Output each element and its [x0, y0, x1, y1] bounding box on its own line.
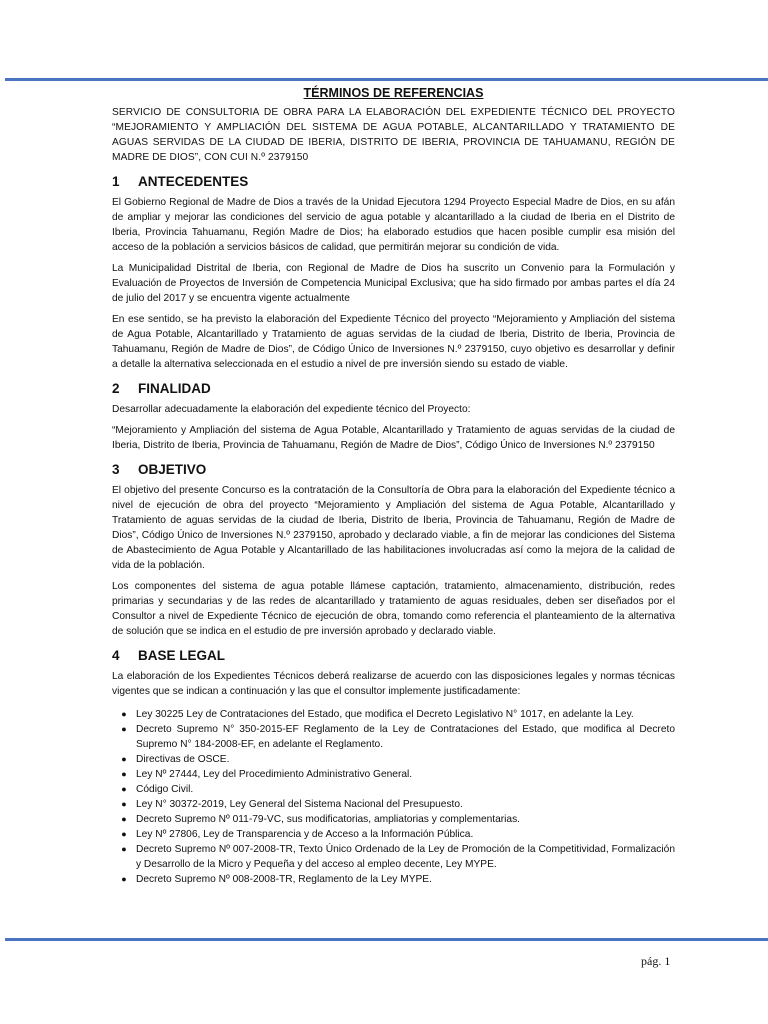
- paragraph: La Municipalidad Distrital de Iberia, con Regional de Madre de Dios ha suscrito un Convenio para la Formulación y Evaluación de Proyectos de Inversión de Competencia Municipal Exclusiva; que ha sido firmado por ambas partes el día 24 de julio del 2017 y se encuentra vigente actualmente: [112, 263, 675, 304]
- legal-basis-list: [112, 707, 675, 887]
- header-rule: [5, 78, 768, 81]
- bullet-icon: ●: [121, 814, 127, 824]
- list-item: ● Ley N° 30372-2019, Ley General del Sistema Nacional del Presupuesto.: [112, 797, 675, 812]
- list-item: ● Decreto Supremo N° 350-2015-EF Reglamento de la Ley de Contrataciones del Estado, que modifica al Decreto Supremo N° 184-2008-EF, en adelante el Reglamento.: [112, 722, 675, 752]
- list-item: ● Directivas de OSCE.: [112, 752, 675, 767]
- bullet-icon: ●: [121, 799, 127, 809]
- page-number: pág. 1: [641, 954, 671, 968]
- paragraph: Los componentes del sistema de agua potable llámese captación, tratamiento, almacenamiento, distribución, redes primarias y secundarias y de las redes de alcantarillado y tratamiento de aguas residuales, deben ser diseñados por el Consultor a nivel de Expediente Técnico de ejecución de obra, tomando como referencia el planteamiento de la alternativa de solución que se indica en el estudio de pre inversión aprobado y declarado viable.: [112, 581, 675, 637]
- section-title: OBJETIVO: [138, 462, 207, 477]
- document-title: TÉRMINOS DE REFERENCIAS: [303, 86, 484, 100]
- section-title: BASE LEGAL: [138, 648, 226, 663]
- bullet-icon: ●: [121, 829, 127, 839]
- bullet-icon: ●: [121, 709, 127, 719]
- section-heading-antecedentes: [112, 173, 675, 191]
- list-item: ● Ley Nº 27444, Ley del Procedimiento Administrativo General.: [112, 767, 675, 782]
- document-body: [112, 86, 675, 887]
- bullet-icon: ●: [121, 754, 127, 764]
- section-heading-finalidad: [112, 380, 675, 398]
- bullet-icon: ●: [121, 874, 127, 884]
- document-subtitle: SERVICIO DE CONSULTORIA DE OBRA PARA LA ELABORACIÓN DEL EXPEDIENTE TÉCNICO DEL PROYECTO “MEJORAMIENTO Y AMPLIACIÓN DEL SISTEMA DE AGUA POTABLE, ALCANTARILLADO Y TRATAMIENTO DE AGUAS SERVIDAS DE LA CIUDAD DE IBERIA, DISTRITO DE IBERIA, PROVINCIA DE TAHUAMANU, REGIÓN DE MADRE DE DIOS”, CON CUI N.º 2379150: [112, 107, 675, 163]
- section-title: FINALIDAD: [138, 381, 211, 396]
- list-item: ● Decreto Supremo Nº 011-79-VC, sus modificatorias, ampliatorias y complementarias.: [112, 812, 675, 827]
- list-item: ● Decreto Supremo Nº 007-2008-TR, Texto Único Ordenado de la Ley de Promoción de la Competitividad, Formalización y Desarrollo de la Micro y Pequeña y del acceso al empleo decente, Ley MYPE.: [112, 842, 675, 872]
- bullet-icon: ●: [121, 844, 127, 854]
- footer-rule: [5, 938, 768, 941]
- list-item: ● Ley 30225 Ley de Contrataciones del Estado, que modifica el Decreto Legislativo N° 1017, en adelante la Ley.: [112, 707, 675, 722]
- section-heading-objetivo: [112, 461, 675, 479]
- section-title: ANTECEDENTES: [138, 174, 249, 189]
- list-item: ● Código Civil.: [112, 782, 675, 797]
- bullet-icon: ●: [121, 724, 127, 734]
- section-number: 4: [112, 648, 120, 663]
- paragraph: “Mejoramiento y Ampliación del sistema de Agua Potable, Alcantarillado y Tratamiento de aguas servidas de la ciudad de Iberia, Distrito de Iberia, Provincia de Tahuamanu, Región de Madre de Dios”, Código Único de Inversiones N.º 2379150: [112, 425, 675, 451]
- list-item: ● Ley Nº 27806, Ley de Transparencia y de Acceso a la Información Pública.: [112, 827, 675, 842]
- paragraph: En ese sentido, se ha previsto la elaboración del Expediente Técnico del proyecto “Mejoramiento y Ampliación del sistema de Agua Potable, Alcantarillado y Tratamiento de aguas servidas de la ciudad de Iberia, Distrito de Iberia, Provincia de Tahuamanu, Región de Madre de Dios”, de Código Único de Inversiones N.º 2379150, cuyo objetivo es desarrollar y definir a detalle la alternativa seleccionada en el estudio a nivel de pre inversión siendo su estado de viable.: [112, 314, 675, 370]
- section-heading-base-legal: [112, 647, 675, 665]
- paragraph: Desarrollar adecuadamente la elaboración del expediente técnico del Proyecto:: [112, 404, 471, 415]
- list-item: ● Decreto Supremo Nº 008-2008-TR, Reglamento de la Ley MYPE.: [112, 872, 675, 887]
- bullet-icon: ●: [121, 769, 127, 779]
- section-number: 1: [112, 174, 120, 189]
- paragraph: La elaboración de los Expedientes Técnicos deberá realizarse de acuerdo con las disposiciones legales y normas técnicas vigentes que se indican a continuación y las que el consultor implemente justificadamente:: [112, 671, 675, 697]
- paragraph: El objetivo del presente Concurso es la contratación de la Consultoría de Obra para la elaboración del Expediente técnico a nivel de ejecución de obra del proyecto “Mejoramiento y Ampliación del sistema de Agua Potable, Alcantarillado y Tratamiento de aguas servidas de la ciudad de Iberia, Distrito de Iberia, Provincia de Tahuamanu, Región de Madre de Dios”, Código Único de Inversiones N.º 2379150, aprobado y declarado viable, a fin de mejorar las condiciones del Sistema de Abastecimiento de Agua Potable y Alcantarillado de las habilitaciones involucradas así como la mejora de la calidad de vida de la población.: [112, 485, 675, 571]
- paragraph: El Gobierno Regional de Madre de Dios a través de la Unidad Ejecutora 1294 Proyecto Especial Madre de Dios, en su afán de ampliar y mejorar las condiciones del servicio de agua potable y alcantarillado a la ciudad de Iberia en el Distrito de Iberia, Provincia Tahuamanu, Región Madre de Dios; ha elaborado estudios que hacen posible cumplir esa misión del acceso de la población a servicios básicos de calidad, que permitirán mejorar su condición de vida.: [112, 197, 675, 253]
- section-number: 3: [112, 462, 120, 477]
- section-number: 2: [112, 381, 120, 396]
- bullet-icon: ●: [121, 784, 127, 794]
